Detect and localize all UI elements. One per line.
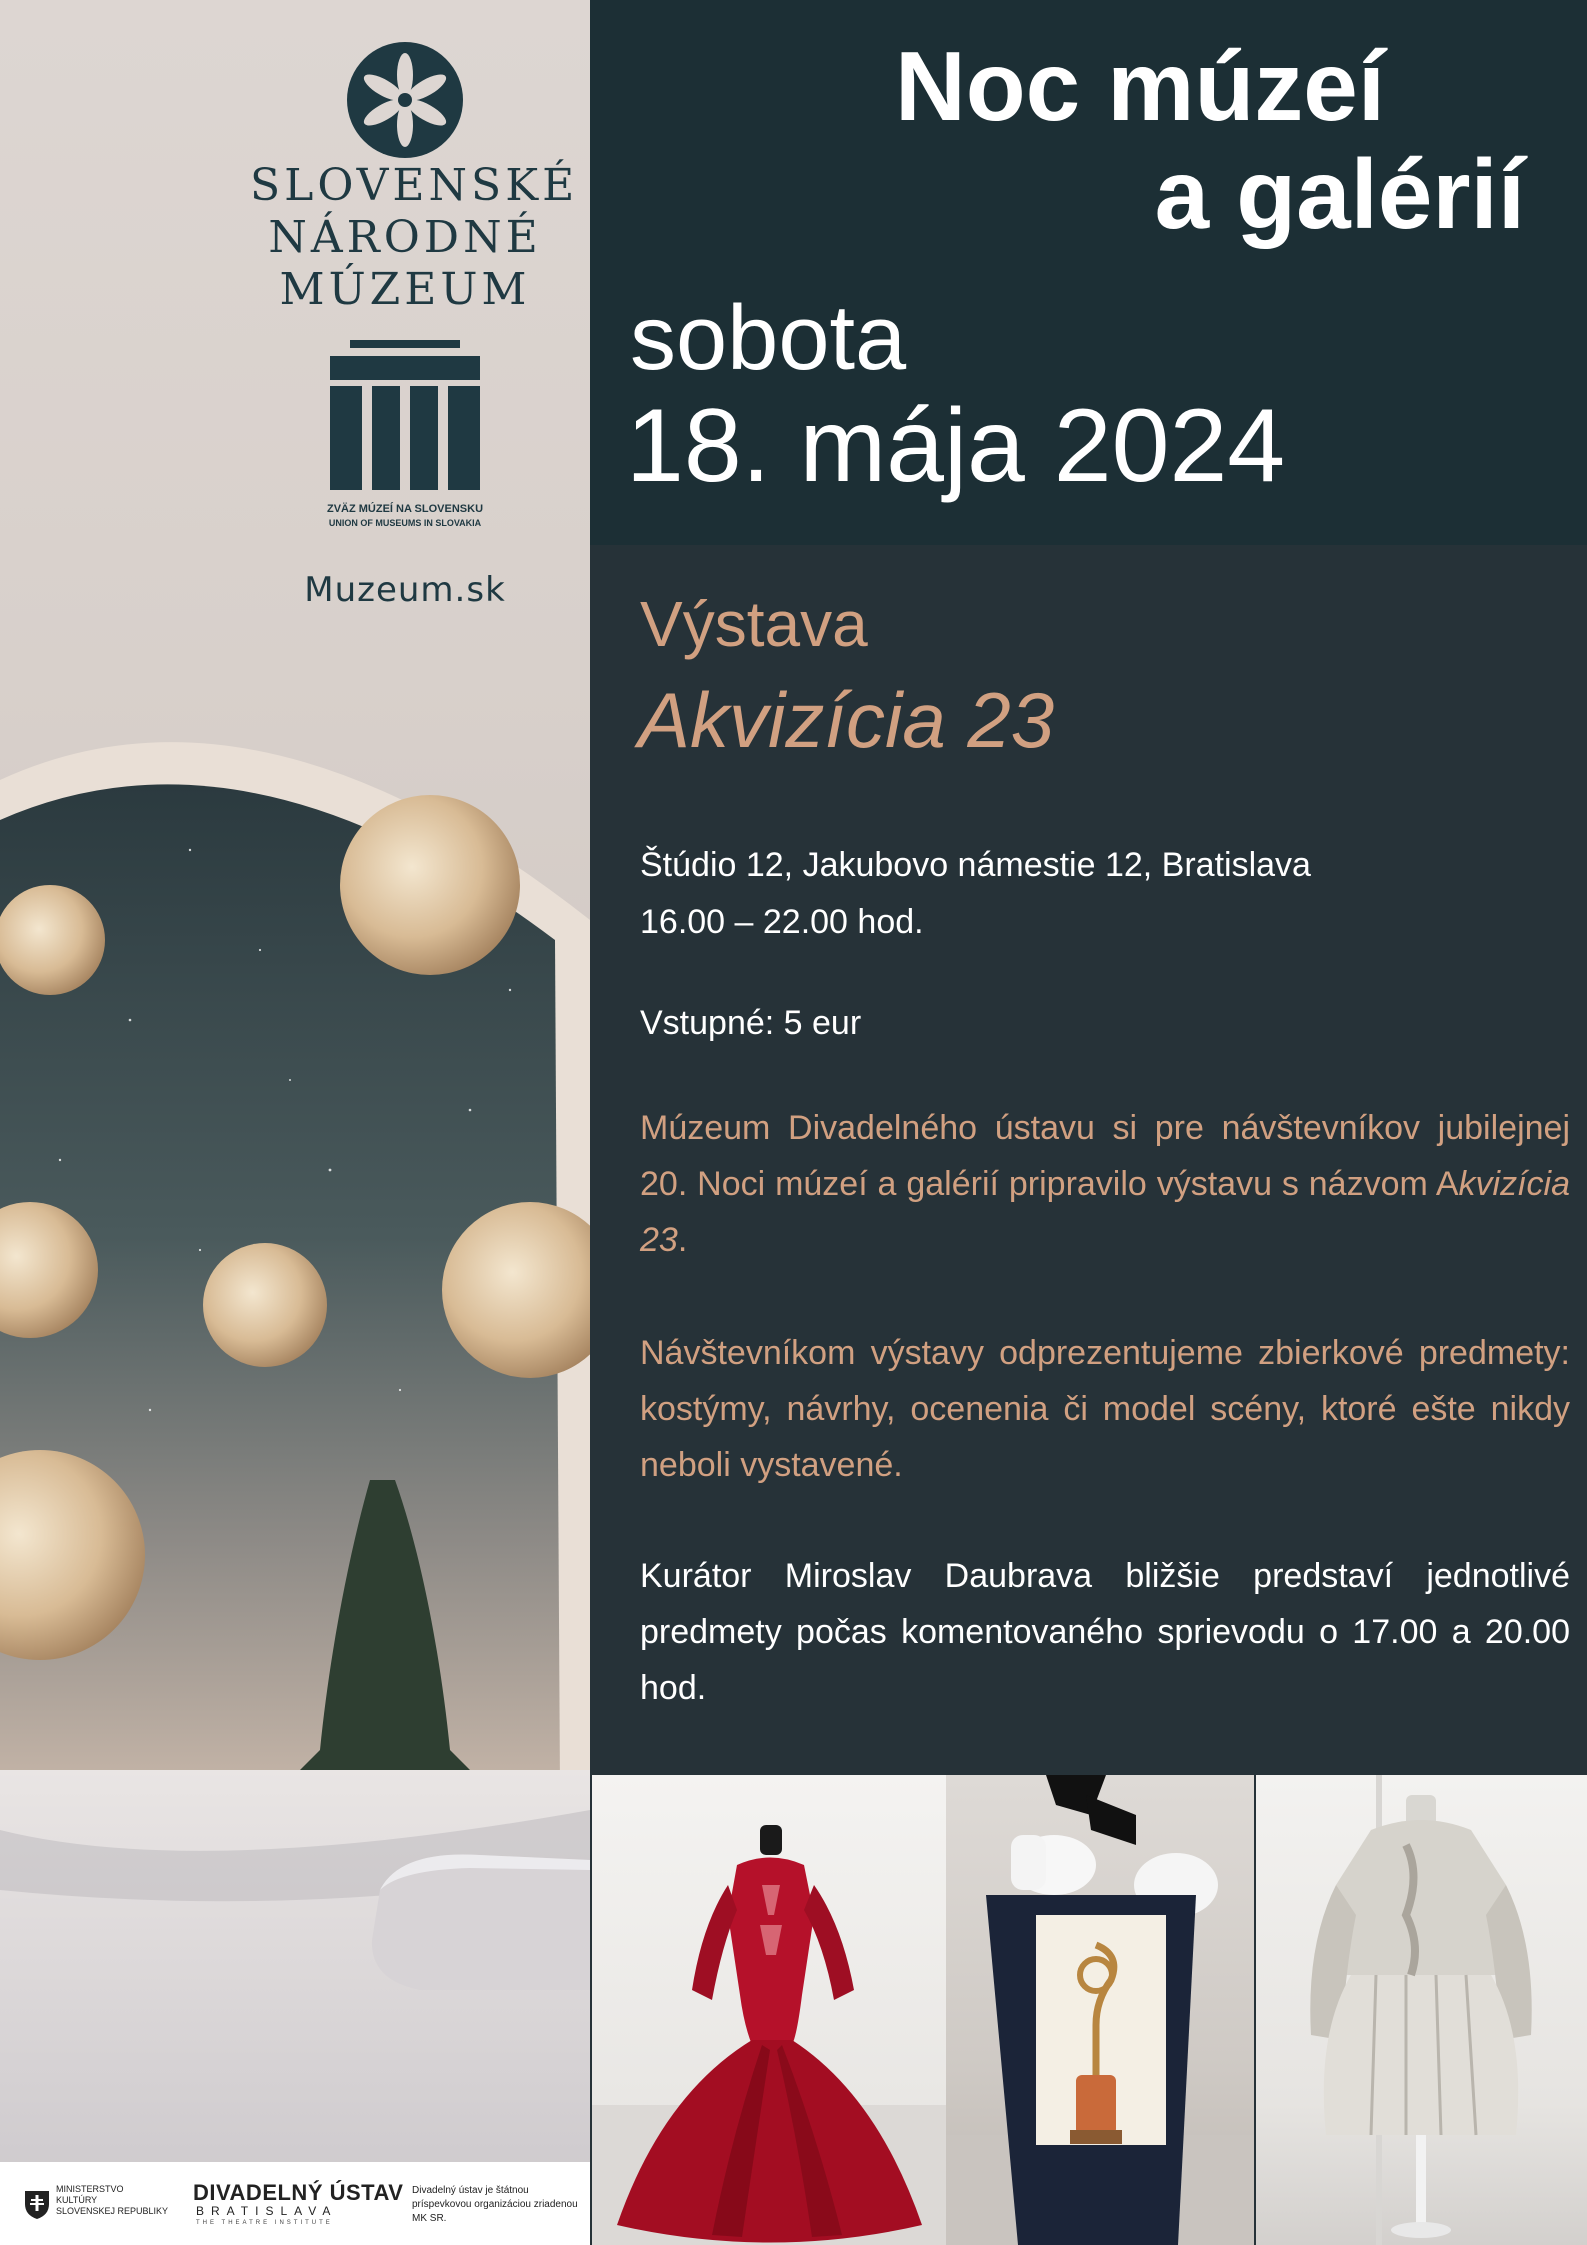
ministry-logo-text: [56, 2184, 176, 2217]
description-paragraph-2: Návštevníkom výstavy odprezentujeme zbierkové predmety: kostýmy, návrhy, ocenenia či model scény, ktoré ešte nikdy neboli vystavené.: [640, 1334, 1570, 1484]
muzeum-sk-link[interactable]: Muzeum.sk: [304, 570, 506, 610]
slovak-coat-of-arms-icon: [24, 2190, 50, 2220]
venue-address: Štúdio 12, Jakubovo námestie 12, Bratislava: [640, 846, 1311, 884]
white-costume-image: [1256, 1775, 1587, 2245]
snm-flower-logo-icon: [345, 40, 465, 160]
opening-hours: 16.00 – 22.00 hod.: [640, 903, 924, 941]
p1-text: Múzeum Divadelného ústavu si pre návštevníkov jubilejnej 20. Noci múzeí a galérií pripravilo výstavu s názvom A: [640, 1109, 1570, 1203]
exhibition-kicker: Výstava: [640, 588, 868, 660]
award-box-image: [946, 1775, 1254, 2245]
du-logo-city: BRATISLAVA: [196, 2204, 338, 2218]
photo-award-statuette: [946, 1775, 1254, 2245]
partner-logo-bar: [0, 2162, 590, 2245]
venue-block: [640, 837, 1550, 951]
p1-end: .: [677, 1221, 688, 1259]
event-title-line-2: a galérií: [1154, 139, 1525, 249]
zms-line-2: UNION OF MUSEUMS IN SLOVAKIA: [328, 518, 482, 528]
snm-logo-text: [250, 160, 579, 316]
description-paragraph-1: [640, 1100, 1570, 1268]
snm-line-2: NÁRODNÉ: [268, 212, 542, 263]
left-panel: [0, 0, 590, 2245]
snm-line-3: MÚZEUM: [279, 264, 531, 315]
moon-arch-illustration: [0, 690, 590, 2170]
zms-columns-logo-icon: [330, 340, 480, 490]
description-paragraph-3: Kurátor Miroslav Daubrava bližšie predstaví jednotlivé predmety počas komentovaného sprievodu o 17.00 a 20.00 hod.: [640, 1557, 1570, 1707]
du-note: Divadelný ústav je štátnou príspevkovou organizáciou zriadenou MK SR.: [412, 2185, 578, 2224]
event-header: [590, 0, 1587, 545]
ministry-line-1: MINISTERSTVO: [56, 2184, 124, 2194]
ministry-line-3: SLOVENSKEJ REPUBLIKY: [56, 2206, 169, 2216]
du-logo-subtitle: THE THEATRE INSTITUTE: [196, 2220, 333, 2226]
exhibition-title: Akvizícia 23: [638, 676, 1055, 764]
ministry-line-2: KULTÚRY: [56, 2195, 98, 2205]
admission-fee: Vstupné: 5 eur: [640, 1004, 862, 1042]
du-logo-name: DIVADELNÝ ÚSTAV: [193, 2180, 404, 2205]
p1-italic-title: kvizícia 23: [640, 1165, 1570, 1259]
event-date: 18. mája 2024: [626, 388, 1286, 504]
zms-logo-text: [320, 502, 490, 530]
photo-red-costume: [592, 1775, 946, 2245]
event-day: sobota: [630, 287, 907, 389]
red-dress-image: [592, 1775, 946, 2245]
event-title-line-1: Noc múzeí: [894, 31, 1386, 141]
photo-white-costume: [1256, 1775, 1587, 2245]
zms-line-1: ZVÄZ MÚZEÍ NA SLOVENSKU: [326, 503, 484, 515]
exhibition-info: [590, 545, 1587, 1775]
snm-line-1: SLOVENSKÉ: [250, 160, 579, 211]
